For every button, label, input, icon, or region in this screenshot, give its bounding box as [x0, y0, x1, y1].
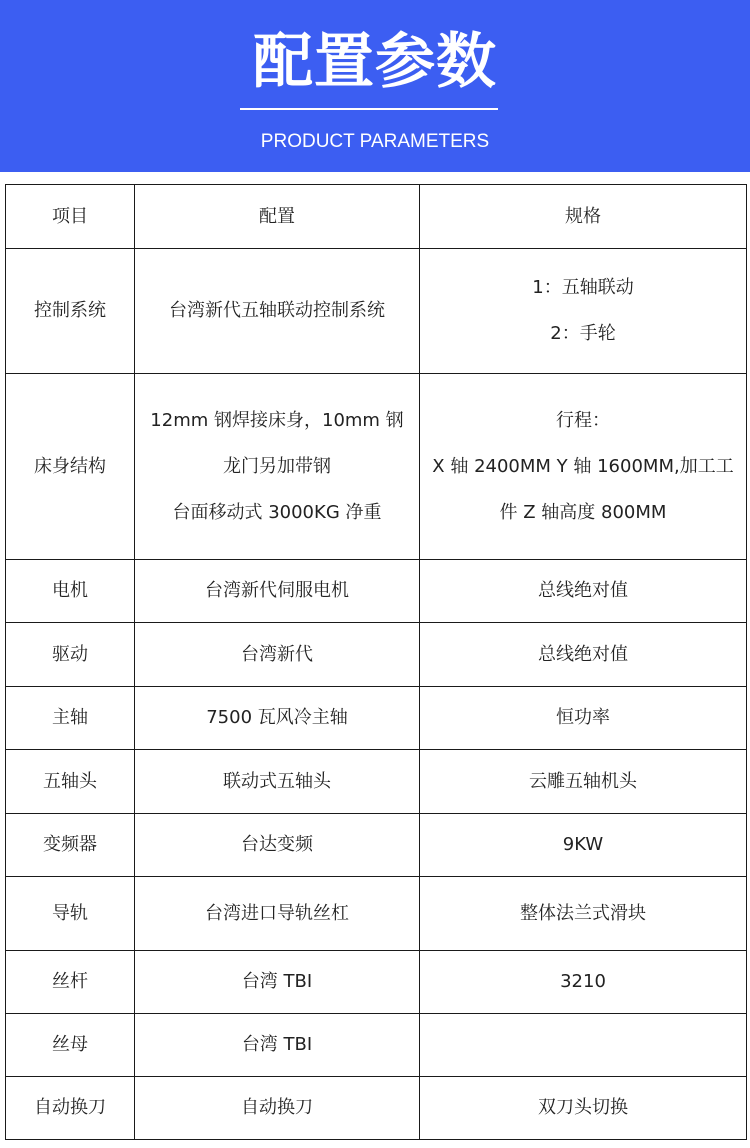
cell-spec-line: 3210 [560, 971, 606, 992]
cell-config-line: 联动式五轴头 [223, 770, 331, 792]
cell-config-line: 台湾新代伺服电机 [205, 580, 349, 601]
cell-config [135, 1077, 420, 1140]
cell-spec [420, 560, 747, 623]
cell-config [135, 623, 420, 687]
cell-config-line: 自动换刀 [241, 1097, 313, 1118]
table-row [6, 1077, 747, 1140]
cell-spec-line: 1：五轴联动 [532, 277, 634, 298]
cell-item: 五轴头 [6, 750, 135, 814]
table-row [6, 1014, 747, 1077]
cell-config [135, 951, 420, 1014]
column-header-config: 配置 [135, 185, 420, 249]
cell-spec-line: X 轴 2400MM Y 轴 1600MM,加工工 [432, 455, 734, 477]
cell-spec-line: 行程： [556, 409, 610, 431]
cell-spec-line: 云雕五轴机头 [529, 770, 637, 792]
cell-item: 变频器 [6, 814, 135, 877]
cell-config [135, 1014, 420, 1077]
cell-config-line: 台湾新代五轴联动控制系统 [169, 300, 385, 321]
cell-spec-line: 双刀头切换 [538, 1097, 628, 1118]
table-header-row [6, 185, 747, 249]
cell-config [135, 560, 420, 623]
cell-config-line: 台面移动式 3000KG 净重 [172, 501, 382, 523]
cell-spec-line: 件 Z 轴高度 800MM [499, 501, 667, 523]
cell-config-line: 龙门另加带钢 [223, 455, 331, 477]
cell-spec [420, 750, 747, 814]
table-row [6, 623, 747, 687]
table-row [6, 687, 747, 750]
cell-config-line: 7500 瓦风冷主轴 [206, 707, 348, 728]
table-body [6, 185, 747, 1140]
cell-spec [420, 249, 747, 374]
cell-config-line: 12mm 钢焊接床身，10mm 钢 [150, 409, 404, 431]
cell-item: 自动换刀 [6, 1077, 135, 1140]
cell-config [135, 249, 420, 374]
table-row [6, 951, 747, 1014]
table-row [6, 249, 747, 374]
cell-config [135, 877, 420, 951]
cell-spec [420, 877, 747, 951]
cell-spec [420, 623, 747, 687]
cell-config-line: 台湾新代 [241, 643, 313, 665]
cell-spec-line: 总线绝对值 [538, 580, 628, 601]
cell-item: 丝杆 [6, 951, 135, 1014]
cell-item: 床身结构 [6, 374, 135, 560]
cell-spec [420, 374, 747, 560]
header-banner [0, 0, 750, 172]
cell-spec [420, 814, 747, 877]
table-row [6, 560, 747, 623]
page-title: 配置参数 [253, 27, 497, 97]
cell-config [135, 374, 420, 560]
cell-item: 导轨 [6, 877, 135, 951]
cell-spec-line: 总线绝对值 [538, 643, 628, 665]
page-subtitle: PRODUCT PARAMETERS [260, 131, 490, 152]
cell-config [135, 687, 420, 750]
cell-spec-line: 9KW [562, 834, 604, 855]
cell-config-line: 台湾 TBI [241, 1034, 313, 1055]
column-header-item: 项目 [6, 185, 135, 249]
cell-spec-line: 2：手轮 [550, 323, 616, 344]
cell-spec [420, 1077, 747, 1140]
table-row [6, 374, 747, 560]
table-row [6, 750, 747, 814]
cell-item: 驱动 [6, 623, 135, 687]
cell-item: 丝母 [6, 1014, 135, 1077]
parameters-table [5, 184, 747, 1140]
cell-spec [420, 951, 747, 1014]
cell-config [135, 814, 420, 877]
cell-item: 控制系统 [6, 249, 135, 374]
cell-spec-line: 整体法兰式滑块 [520, 902, 646, 924]
table-row [6, 814, 747, 877]
cell-spec [420, 1014, 747, 1077]
table-row [6, 877, 747, 951]
cell-spec [420, 687, 747, 750]
column-header-spec: 规格 [420, 185, 747, 249]
cell-config-line: 台达变频 [241, 834, 313, 855]
title-divider [240, 108, 498, 110]
cell-config-line: 台湾 TBI [241, 971, 313, 992]
cell-item: 电机 [6, 560, 135, 623]
cell-config [135, 750, 420, 814]
cell-spec-line: 恒功率 [556, 707, 610, 728]
cell-item: 主轴 [6, 687, 135, 750]
cell-config-line: 台湾进口导轨丝杠 [205, 902, 349, 924]
